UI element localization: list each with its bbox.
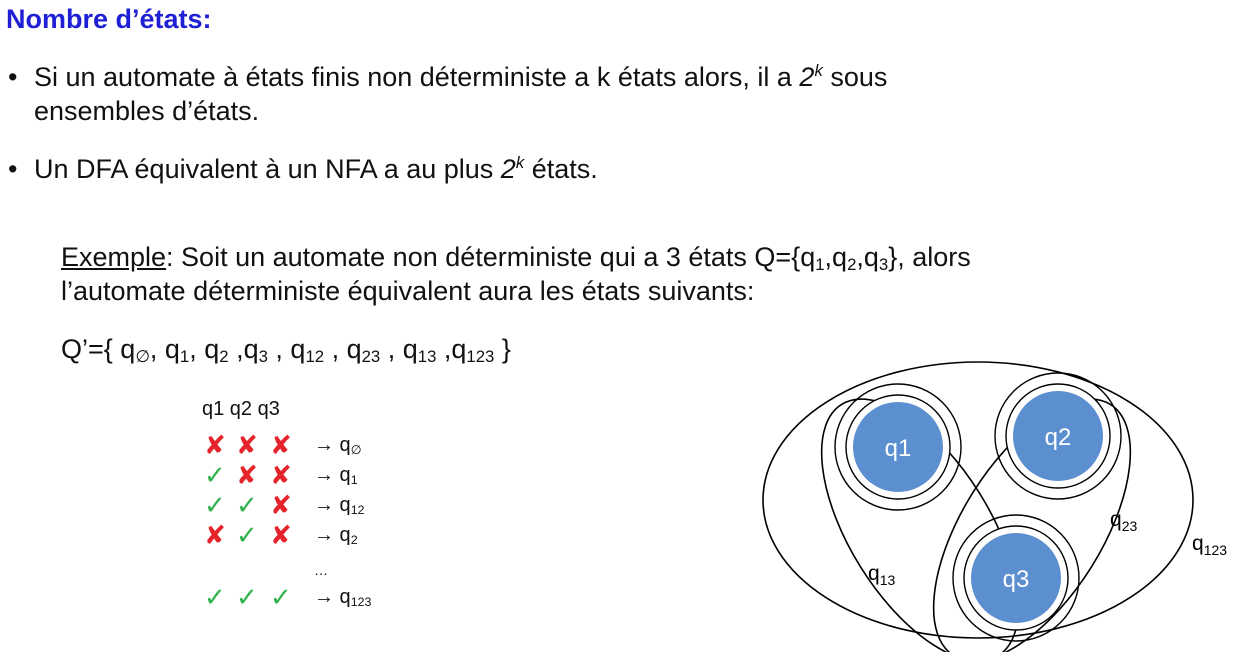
row-result-sub: ∅ <box>350 443 362 458</box>
example-label: Exemple <box>61 242 167 272</box>
green-check-icon: ✓ <box>236 490 258 520</box>
subset-table <box>196 398 426 628</box>
label-q123-base: q <box>1192 532 1204 555</box>
label-q23-sub: 23 <box>1121 518 1138 534</box>
red-cross-icon: ✘ <box>236 460 258 490</box>
arrow-q: → q <box>314 494 351 516</box>
label-q13-base: q <box>868 562 880 585</box>
red-cross-icon: ✘ <box>270 490 292 520</box>
qset-sub: ∅ <box>135 347 150 367</box>
venn-diagram <box>760 360 1240 652</box>
green-check-icon: ✓ <box>270 582 292 612</box>
label-q13 <box>868 562 895 588</box>
arrow-q: → q <box>314 464 351 486</box>
qset-sep: , q <box>267 334 306 364</box>
bullet-1-power-exponent: k <box>814 61 823 80</box>
arrow-q: → q <box>314 434 351 456</box>
label-q23-base: q <box>1110 508 1122 531</box>
bullet-2-text-end: états. <box>524 154 598 184</box>
label-q23 <box>1110 508 1137 534</box>
red-cross-icon: ✘ <box>204 430 226 460</box>
green-check-icon: ✓ <box>204 582 226 612</box>
row-result-sub: 1 <box>350 473 358 488</box>
red-cross-icon: ✘ <box>236 430 258 460</box>
qset-sep: , q <box>380 334 418 364</box>
red-cross-icon: ✘ <box>270 430 292 460</box>
label-q123 <box>1192 532 1227 558</box>
table-ellipsis: … <box>314 562 328 578</box>
qset-sep: } <box>494 334 511 364</box>
bullet-1-power-base: 2 <box>799 62 815 92</box>
row-result <box>314 490 364 520</box>
subset-table-header: q1 q2 q3 <box>202 398 280 420</box>
qset-sub: 3 <box>258 347 268 367</box>
example-sub-1: 1 <box>815 255 825 275</box>
example-comma-2: ,q <box>856 242 879 272</box>
table-row <box>196 520 426 550</box>
green-check-icon: ✓ <box>236 582 258 612</box>
qset-sep: , q <box>189 334 220 364</box>
qset-sep: , q <box>149 334 180 364</box>
arrow-q: → q <box>314 586 351 608</box>
bullet-1-text-end: sous <box>822 62 888 92</box>
row-result-sub: 2 <box>350 533 358 548</box>
arrow-q: → q <box>314 524 351 546</box>
example-text-1: : Soit un automate non déterministe qui a 3 états Q={q <box>166 242 816 272</box>
row-result <box>314 520 358 550</box>
example-comma-1: ,q <box>824 242 848 272</box>
example-sub-3: 3 <box>878 255 889 275</box>
row-result-sub: 12 <box>350 503 365 518</box>
bullet-2-text-start: Un DFA équivalent à un NFA a au plus <box>34 154 501 184</box>
example-sub-2: 2 <box>847 255 857 275</box>
qset-sub: 13 <box>417 347 437 367</box>
red-cross-icon: ✘ <box>204 520 226 550</box>
green-check-icon: ✓ <box>236 520 258 550</box>
row-result <box>314 582 371 612</box>
state-q1-label: q1 <box>884 435 912 462</box>
bullet-2-power-base: 2 <box>500 154 516 184</box>
qset-sep: ,q <box>228 334 259 364</box>
bullet-dot: • <box>8 62 18 92</box>
state-q2-label: q2 <box>1044 424 1072 451</box>
qset-sub: 2 <box>219 347 229 367</box>
green-check-icon: ✓ <box>204 460 226 490</box>
bullet-1-text-start: Si un automate à états finis non déterministe a k états alors, il a <box>34 62 800 92</box>
bullet-1-line-2: ensembles d’états. <box>34 96 260 126</box>
red-cross-icon: ✘ <box>270 460 292 490</box>
example-line-2: l’automate déterministe équivalent aura les états suivants: <box>61 276 755 306</box>
table-row <box>196 430 426 460</box>
row-result-sub: 123 <box>350 595 372 610</box>
table-row <box>196 582 426 612</box>
qset-sub: 1 <box>179 347 190 367</box>
table-row <box>196 490 426 520</box>
green-check-icon: ✓ <box>204 490 226 520</box>
example-text-2: }, alors <box>888 242 971 272</box>
example-paragraph <box>61 240 971 308</box>
label-q123-sub: 123 <box>1203 542 1228 558</box>
qset-prefix: Q’={ q <box>61 334 136 364</box>
state-set-formula <box>61 334 511 365</box>
qset-sep: , q <box>324 334 362 364</box>
section-title: Nombre d’états: <box>6 4 212 34</box>
red-cross-icon: ✘ <box>270 520 292 550</box>
qset-sep: ,q <box>436 334 467 364</box>
table-row <box>196 460 426 490</box>
state-q3-label: q3 <box>1002 566 1030 593</box>
qset-sub: 123 <box>466 347 495 367</box>
label-q13-sub: 13 <box>879 572 896 588</box>
bullet-dot: • <box>8 154 18 184</box>
qset-sub: 23 <box>361 347 381 367</box>
row-result <box>314 460 358 490</box>
row-result <box>314 430 361 460</box>
qset-sub: 12 <box>305 347 325 367</box>
bullet-2-power-exponent: k <box>515 153 525 172</box>
